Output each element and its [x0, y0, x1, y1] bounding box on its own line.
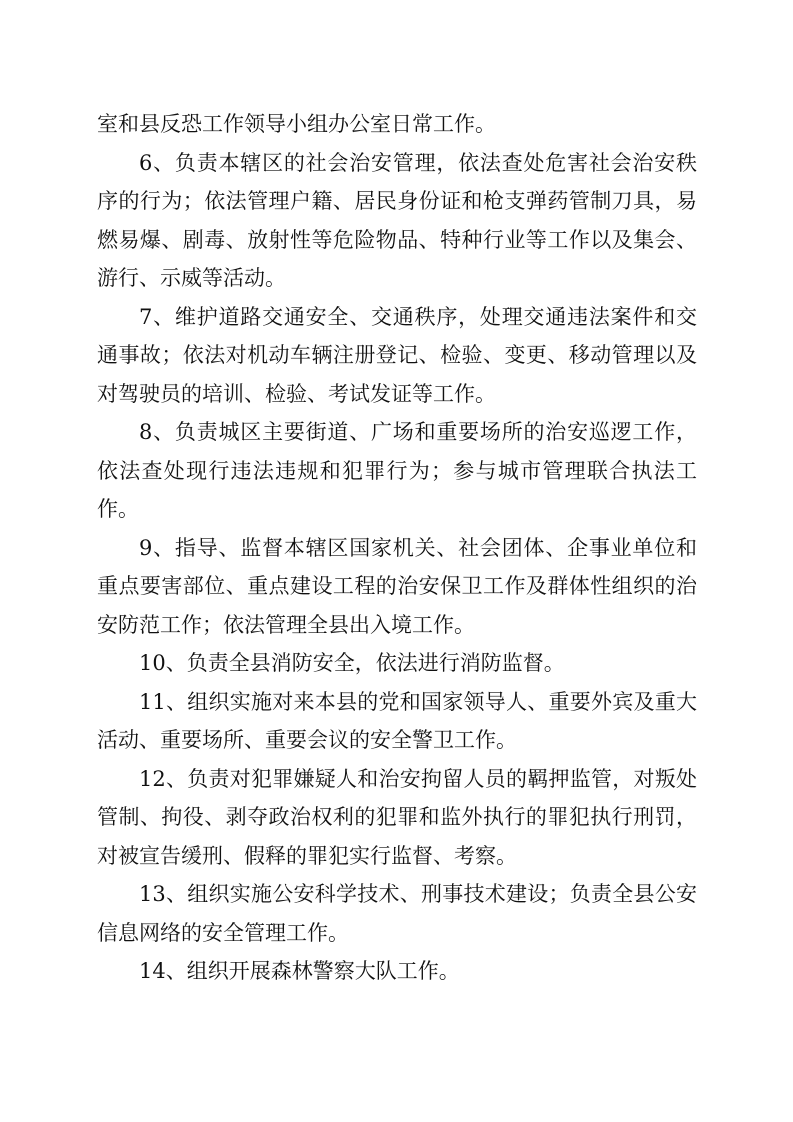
paragraph-item-10: 10、负责全县消防安全，依法进行消防监督。: [139, 651, 565, 675]
paragraph-continuation: 室和县反恐工作领导小组办公室日常工作。: [97, 112, 496, 136]
document-body: [97, 105, 697, 991]
paragraph-item-12: 12、负责对犯罪嫌疑人和治安拘留人员的羁押监管，对叛处管制、拘役、剥夺政治权利的犯罪和监外执行的罪犯执行刑罚，对被宣告缓刑、假释的罪犯实行监督、考察。: [97, 766, 697, 868]
paragraph-item-13: 13、组织实施公安科学技术、刑事技术建设；负责全县公安信息网络的安全管理工作。: [97, 882, 697, 945]
paragraph-item-11: 11、组织实施对来本县的党和国家领导人、重要外宾及重大活动、重要场所、重要会议的安全警卫工作。: [97, 689, 697, 752]
paragraph-item-6: 6、负责本辖区的社会治安管理，依法查处危害社会治安秩序的行为；依法管理户籍、居民身份证和枪支弹药管制刀具，易燃易爆、剧毒、放射性等危险物品、特种行业等工作以及集会、游行、示威等活动。: [97, 150, 697, 290]
paragraph-item-7: 7、维护道路交通安全、交通秩序，处理交通违法案件和交通事故；依法对机动车辆注册登记、检验、变更、移动管理以及对驾驶员的培训、检验、考试发证等工作。: [97, 304, 697, 406]
paragraph-item-14: 14、组织开展森林警察大队工作。: [139, 959, 460, 983]
paragraph-item-9: 9、指导、监督本辖区国家机关、社会团体、企事业单位和重点要害部位、重点建设工程的治安保卫工作及群体性组织的治安防范工作；依法管理全县出入境工作。: [97, 535, 697, 637]
paragraph-item-8: 8、负责城区主要街道、广场和重要场所的治安巡逻工作，依法查处现行违法违规和犯罪行为；参与城市管理联合执法工作。: [97, 420, 697, 521]
